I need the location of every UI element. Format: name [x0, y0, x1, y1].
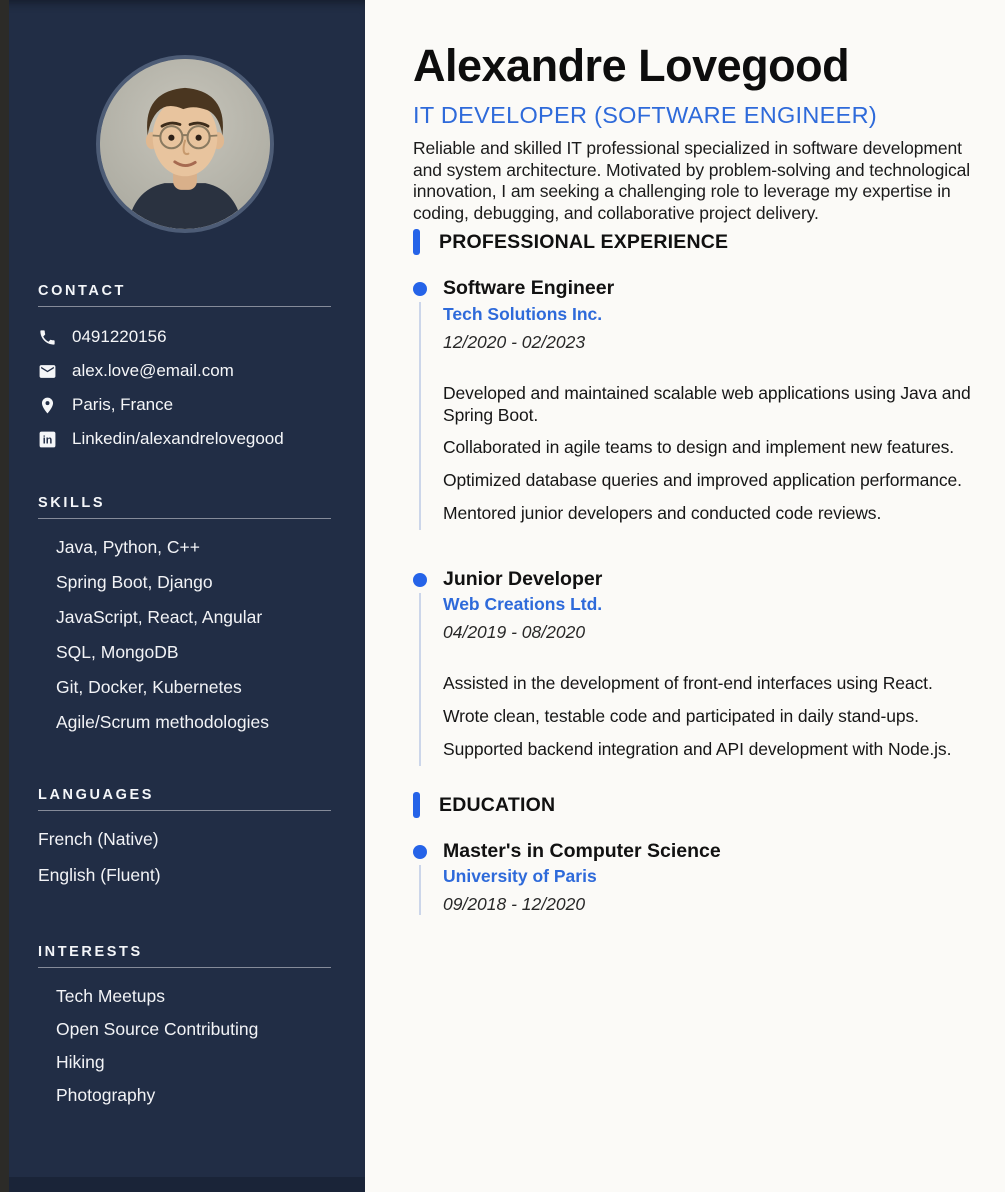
education-entry — [413, 840, 983, 915]
education-section-title: EDUCATION — [439, 793, 556, 816]
timeline-dot-icon — [413, 845, 427, 859]
education-school: University of Paris — [443, 866, 597, 887]
skill-item: JavaScript, React, Angular — [56, 607, 263, 627]
education-degree: Master's in Computer Science — [443, 840, 721, 863]
skills-list — [38, 536, 331, 733]
languages-heading: LANGUAGES — [38, 787, 155, 803]
contact-email-text: alex.love@email.com — [72, 361, 234, 380]
candidate-job-title: IT DEVELOPER (SOFTWARE ENGINEER) — [413, 102, 877, 129]
skill-item: Java, Python, C++ — [56, 537, 200, 557]
entry-role: Software Engineer — [443, 277, 615, 300]
contact-email — [38, 361, 331, 381]
location-icon — [38, 396, 57, 415]
main-content — [365, 0, 1005, 1192]
timeline-dot-icon — [413, 282, 427, 296]
interests-list — [38, 985, 331, 1106]
interests-section — [38, 944, 331, 1106]
contact-phone-text: 0491220156 — [72, 327, 167, 346]
timeline-rail — [413, 840, 443, 915]
entry-dates: 12/2020 - 02/2023 — [443, 331, 586, 352]
contact-phone — [38, 327, 331, 347]
timeline-line — [419, 865, 421, 915]
contact-heading: CONTACT — [38, 283, 127, 299]
contact-location-text: Paris, France — [72, 395, 174, 414]
entry-bullet: Optimized database queries and improved application performance. — [443, 470, 962, 491]
timeline-rail — [413, 568, 443, 772]
skills-section — [38, 495, 331, 733]
experience-entry — [413, 277, 983, 536]
contact-linkedin — [38, 429, 331, 449]
education-section-header — [413, 792, 983, 818]
page-left-edge — [0, 0, 9, 1192]
languages-divider — [38, 810, 331, 811]
language-item: English (Fluent) — [38, 865, 161, 885]
entry-dates: 04/2019 - 08/2020 — [443, 622, 586, 643]
interest-item: Hiking — [56, 1052, 105, 1072]
entry-bullets — [443, 673, 983, 761]
languages-list — [38, 828, 331, 886]
section-accent-bar — [413, 229, 420, 255]
experience-entry-body — [443, 568, 983, 772]
skill-item: Spring Boot, Django — [56, 572, 213, 592]
profile-summary: Reliable and skilled IT professional specialized in software development and system architecture. Motivated by problem-solving and technological innovation, I am seeking a challenging role to leverage my expertise in coding, debugging, and collaborative project delivery. — [413, 138, 971, 223]
sidebar — [0, 0, 365, 1192]
candidate-name: Alexandre Lovegood — [413, 40, 850, 91]
skills-heading: SKILLS — [38, 495, 106, 511]
interest-item: Open Source Contributing — [56, 1019, 259, 1039]
phone-icon — [38, 328, 57, 347]
entry-bullet: Wrote clean, testable code and participated in daily stand-ups. — [443, 706, 919, 727]
contact-linkedin-text: Linkedin/alexandrelovegood — [72, 429, 284, 448]
interest-item: Tech Meetups — [56, 986, 165, 1006]
entry-bullet: Supported backend integration and API development with Node.js. — [443, 739, 952, 760]
experience-section-title: PROFESSIONAL EXPERIENCE — [439, 230, 729, 253]
contact-divider — [38, 306, 331, 307]
interests-divider — [38, 967, 331, 968]
education-dates: 09/2018 - 12/2020 — [443, 894, 586, 915]
avatar — [96, 55, 274, 233]
languages-section — [38, 787, 331, 886]
timeline-rail — [413, 277, 443, 536]
education-entry-body — [443, 840, 983, 915]
skills-divider — [38, 518, 331, 519]
entry-company: Tech Solutions Inc. — [443, 303, 603, 324]
timeline-line — [419, 593, 421, 766]
entry-bullet: Mentored junior developers and conducted code reviews. — [443, 503, 882, 524]
entry-bullets — [443, 383, 983, 525]
skill-item: Agile/Scrum methodologies — [56, 712, 270, 732]
skill-item: SQL, MongoDB — [56, 642, 179, 662]
svg-text:in: in — [42, 434, 53, 447]
sidebar-bottom-strip — [0, 1177, 365, 1192]
avatar-photo-illustration — [100, 59, 270, 229]
experience-entry-body — [443, 277, 983, 536]
linkedin-icon — [38, 430, 57, 449]
language-item: French (Native) — [38, 829, 159, 849]
entry-company: Web Creations Ltd. — [443, 594, 603, 615]
experience-section-header — [413, 229, 983, 255]
experience-entry — [413, 568, 983, 772]
interest-item: Photography — [56, 1085, 156, 1105]
contact-section — [38, 283, 331, 449]
entry-bullet: Collaborated in agile teams to design and implement new features. — [443, 437, 955, 458]
entry-role: Junior Developer — [443, 568, 603, 591]
timeline-line — [419, 302, 421, 530]
contact-location — [38, 395, 331, 415]
entry-bullet: Developed and maintained scalable web applications using Java and Spring Boot. — [443, 382, 971, 425]
entry-bullet: Assisted in the development of front-end interfaces using React. — [443, 673, 933, 694]
contact-list — [38, 327, 331, 449]
timeline-dot-icon — [413, 573, 427, 587]
skill-item: Git, Docker, Kubernetes — [56, 677, 242, 697]
interests-heading: INTERESTS — [38, 944, 143, 960]
email-icon — [38, 362, 57, 381]
section-accent-bar — [413, 792, 420, 818]
